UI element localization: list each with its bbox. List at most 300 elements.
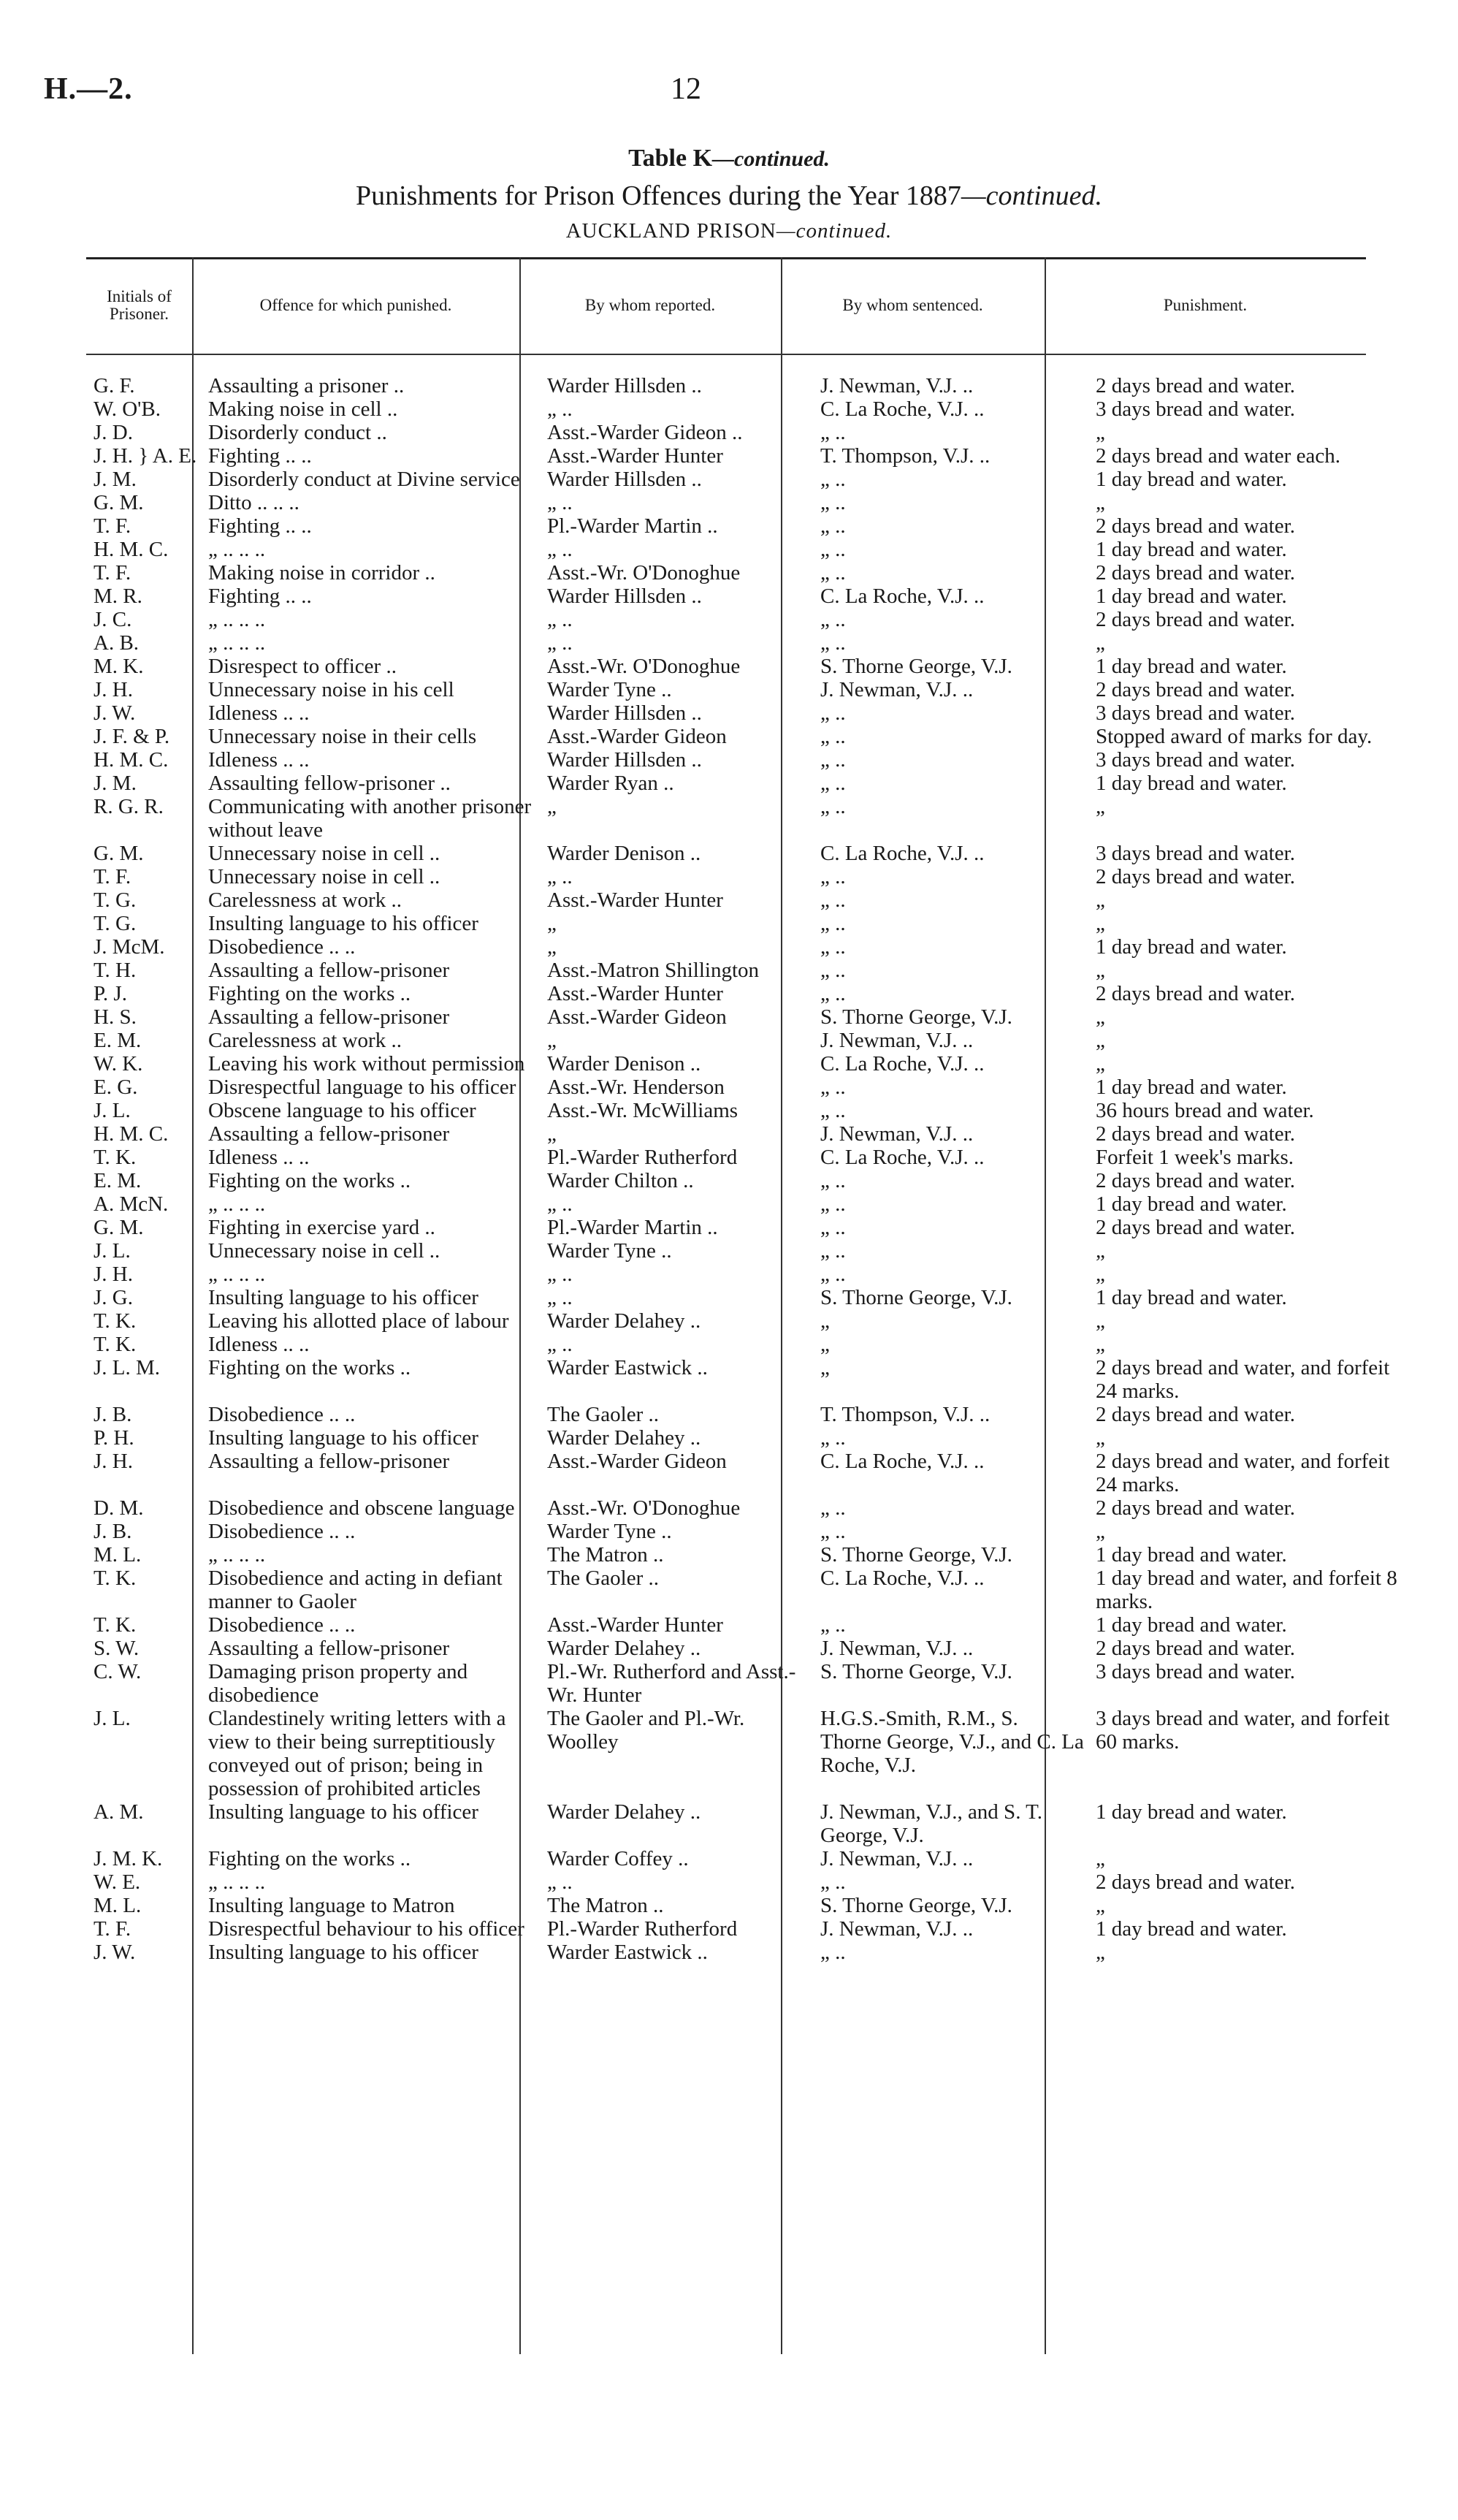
cell-reported-by: Warder Hillsden .. <box>547 585 702 608</box>
cell-punishment: 1 day bread and water. <box>1096 1917 1287 1941</box>
cell-punishment: „ <box>1096 1847 1105 1870</box>
cell-sentenced-by: „ <box>820 1333 830 1356</box>
cell-reported-by: „ <box>547 795 557 818</box>
table-subtitle-main: Punishments for Prison Offences during the Year 1887 <box>355 180 961 211</box>
column-header-punishment: Punishment. <box>1163 296 1248 314</box>
cell-offence: Disrespectful language to his officer <box>208 1076 516 1099</box>
cell-reported-by: Asst.-Warder Gideon .. <box>547 421 743 444</box>
cell-initials: D. M. <box>93 1496 144 1520</box>
table-row <box>86 1263 1410 1286</box>
cell-offence: Making noise in cell .. <box>208 397 398 421</box>
cell-offence: Fighting .. .. <box>208 444 312 468</box>
cell-punishment: 1 day bread and water. <box>1096 468 1287 491</box>
cell-punishment: 3 days bread and water, and forfeit 60 marks. <box>1096 1707 1390 1754</box>
cell-initials: W. O'B. <box>93 397 161 421</box>
cell-offence: Unnecessary noise in their cells <box>208 725 477 748</box>
cell-reported-by: The Gaoler .. <box>547 1403 659 1426</box>
cell-punishment: „ <box>1096 1309 1105 1333</box>
cell-initials: M. K. <box>93 655 144 678</box>
cell-reported-by: Asst.-Warder Hunter <box>547 444 723 468</box>
cell-offence: Clandestinely writing letters with a view to their being surreptitiously conveyed out of prison; being in possession of prohibited articles <box>208 1707 506 1800</box>
table-row <box>86 982 1410 1005</box>
cell-offence: Assaulting a fellow-prisoner <box>208 1450 450 1473</box>
cell-initials: W. K. <box>93 1052 143 1076</box>
cell-reported-by: Warder Delahey .. <box>547 1800 701 1824</box>
table-row <box>86 772 1410 795</box>
cell-offence: Unnecessary noise in his cell <box>208 678 454 701</box>
cell-offence: Assaulting a fellow-prisoner <box>208 1005 450 1029</box>
cell-reported-by: „ <box>547 1122 557 1146</box>
cell-initials: G. M. <box>93 842 144 865</box>
cell-initials: A. M. <box>93 1800 144 1824</box>
cell-initials: M. L. <box>93 1543 142 1567</box>
cell-sentenced-by: „ .. <box>820 1613 846 1637</box>
cell-reported-by: „ <box>547 935 557 959</box>
cell-punishment: 2 days bread and water. <box>1096 608 1295 631</box>
table-row <box>86 561 1410 585</box>
cell-reported-by: Warder Tyne .. <box>547 1520 672 1543</box>
cell-punishment: „ <box>1096 631 1105 655</box>
cell-initials: J. B. <box>93 1403 132 1426</box>
cell-punishment: „ <box>1096 1239 1105 1263</box>
cell-sentenced-by: S. Thorne George, V.J. <box>820 1894 1012 1917</box>
table-row <box>86 1847 1410 1870</box>
table-row <box>86 1169 1410 1192</box>
table-row <box>86 1426 1410 1450</box>
cell-reported-by: Asst.-Warder Gideon <box>547 725 727 748</box>
table-row <box>86 1029 1410 1052</box>
cell-reported-by: The Gaoler and Pl.-Wr. Woolley <box>547 1707 745 1754</box>
cell-sentenced-by: S. Thorne George, V.J. <box>820 1005 1012 1029</box>
cell-punishment: „ <box>1096 1426 1105 1450</box>
cell-sentenced-by: „ .. <box>820 888 846 912</box>
cell-offence: Disorderly conduct .. <box>208 421 387 444</box>
cell-sentenced-by: S. Thorne George, V.J. <box>820 1286 1012 1309</box>
table-row <box>86 491 1410 514</box>
cell-offence: Making noise in corridor .. <box>208 561 435 585</box>
cell-reported-by: The Matron .. <box>547 1543 664 1567</box>
cell-initials: J. M. K. <box>93 1847 163 1870</box>
cell-offence: Communicating with another prisoner without leave <box>208 795 532 842</box>
table-row <box>86 1333 1410 1356</box>
cell-reported-by: „ .. <box>547 1870 573 1894</box>
cell-initials: T. K. <box>93 1567 137 1590</box>
cell-reported-by: Warder Hillsden .. <box>547 374 702 397</box>
cell-reported-by: „ .. <box>547 491 573 514</box>
cell-offence: Carelessness at work .. <box>208 888 402 912</box>
cell-punishment: „ <box>1096 795 1105 818</box>
cell-initials: G. M. <box>93 491 144 514</box>
cell-initials: T. G. <box>93 912 137 935</box>
cell-offence: Damaging prison property and disobedience <box>208 1660 468 1707</box>
cell-initials: H. M. C. <box>93 1122 169 1146</box>
cell-reported-by: „ .. <box>547 608 573 631</box>
table-row <box>86 1076 1410 1099</box>
cell-sentenced-by: „ .. <box>820 959 846 982</box>
cell-sentenced-by: „ <box>820 1309 830 1333</box>
cell-sentenced-by: J. Newman, V.J. .. <box>820 1637 974 1660</box>
table-row <box>86 701 1410 725</box>
cell-sentenced-by: „ .. <box>820 1941 846 1964</box>
table-subtitle <box>0 180 1458 212</box>
table-title-main: Table K <box>628 145 713 172</box>
cell-punishment: „ <box>1096 912 1105 935</box>
cell-sentenced-by: J. Newman, V.J. .. <box>820 1847 974 1870</box>
cell-initials: T. F. <box>93 561 131 585</box>
cell-sentenced-by: J. Newman, V.J. .. <box>820 374 974 397</box>
cell-punishment: „ <box>1096 888 1105 912</box>
cell-reported-by: Asst.-Warder Gideon <box>547 1005 727 1029</box>
table-row <box>86 1239 1410 1263</box>
cell-offence: „ .. .. .. <box>208 1263 266 1286</box>
table-row <box>86 538 1410 561</box>
cell-initials: P. H. <box>93 1426 134 1450</box>
cell-punishment: 1 day bread and water. <box>1096 1076 1287 1099</box>
document-code: H.—2. <box>44 72 133 106</box>
cell-reported-by: „ <box>547 912 557 935</box>
table-row <box>86 585 1410 608</box>
cell-reported-by: Asst.-Warder Hunter <box>547 1613 723 1637</box>
cell-initials: E. G. <box>93 1076 138 1099</box>
cell-punishment: 1 day bread and water. <box>1096 1286 1287 1309</box>
table-row <box>86 1894 1410 1917</box>
cell-initials: T. F. <box>93 514 131 538</box>
cell-sentenced-by: „ .. <box>820 795 846 818</box>
cell-reported-by: Pl.-Warder Martin .. <box>547 1216 718 1239</box>
cell-reported-by: Pl.-Warder Rutherford <box>547 1146 738 1169</box>
cell-initials: H. S. <box>93 1005 137 1029</box>
cell-punishment: „ <box>1096 1520 1105 1543</box>
cell-sentenced-by: J. Newman, V.J. .. <box>820 1917 974 1941</box>
cell-initials: J. McM. <box>93 935 165 959</box>
table-row <box>86 1637 1410 1660</box>
cell-sentenced-by: „ .. <box>820 1870 846 1894</box>
cell-reported-by: „ .. <box>547 631 573 655</box>
cell-initials: J. H. <box>93 1263 133 1286</box>
cell-offence: Leaving his allotted place of labour <box>208 1309 509 1333</box>
cell-sentenced-by: „ .. <box>820 421 846 444</box>
cell-reported-by: „ .. <box>547 1263 573 1286</box>
cell-punishment: 1 day bread and water. <box>1096 655 1287 678</box>
cell-initials: G. M. <box>93 1216 144 1239</box>
cell-reported-by: „ .. <box>547 538 573 561</box>
cell-offence: „ .. .. .. <box>208 1192 266 1216</box>
cell-punishment: „ <box>1096 421 1105 444</box>
table-row <box>86 1216 1410 1239</box>
cell-offence: Unnecessary noise in cell .. <box>208 842 440 865</box>
table-row <box>86 678 1410 701</box>
table-row <box>86 865 1410 888</box>
cell-punishment: 2 days bread and water. <box>1096 1216 1295 1239</box>
cell-initials: C. W. <box>93 1660 142 1683</box>
table-row <box>86 935 1410 959</box>
cell-punishment: 2 days bread and water each. <box>1096 444 1340 468</box>
cell-reported-by: „ <box>547 1029 557 1052</box>
cell-reported-by: The Matron .. <box>547 1894 664 1917</box>
table-row <box>86 1917 1410 1941</box>
cell-sentenced-by: J. Newman, V.J., and S. T. George, V.J. <box>820 1800 1042 1847</box>
cell-reported-by: Asst.-Matron Shillington <box>547 959 760 982</box>
cell-initials: T. K. <box>93 1309 137 1333</box>
cell-initials: J. W. <box>93 701 136 725</box>
cell-offence: Disrespect to officer .. <box>208 655 397 678</box>
cell-sentenced-by: „ .. <box>820 1263 846 1286</box>
cell-sentenced-by: „ <box>820 1356 830 1379</box>
cell-punishment: 1 day bread and water. <box>1096 935 1287 959</box>
cell-sentenced-by: „ .. <box>820 468 846 491</box>
table-row <box>86 1450 1410 1496</box>
table-row <box>86 1005 1410 1029</box>
cell-offence: Assaulting a fellow-prisoner <box>208 1637 450 1660</box>
cell-sentenced-by: „ .. <box>820 1216 846 1239</box>
cell-punishment: „ <box>1096 1052 1105 1076</box>
cell-punishment: 2 days bread and water. <box>1096 678 1295 701</box>
cell-initials: J. H. <box>93 678 133 701</box>
cell-initials: T. K. <box>93 1613 137 1637</box>
cell-initials: T. F. <box>93 1917 131 1941</box>
cell-offence: Fighting in exercise yard .. <box>208 1216 435 1239</box>
cell-sentenced-by: „ .. <box>820 1520 846 1543</box>
table-row <box>86 959 1410 982</box>
cell-offence: Insulting language to his officer <box>208 1426 478 1450</box>
cell-sentenced-by: J. Newman, V.J. .. <box>820 1029 974 1052</box>
cell-reported-by: Warder Coffey .. <box>547 1847 689 1870</box>
cell-sentenced-by: „ .. <box>820 561 846 585</box>
cell-offence: Unnecessary noise in cell .. <box>208 865 440 888</box>
cell-reported-by: Warder Delahey .. <box>547 1637 701 1660</box>
cell-sentenced-by: C. La Roche, V.J. .. <box>820 397 985 421</box>
cell-sentenced-by: „ .. <box>820 514 846 538</box>
cell-sentenced-by: „ .. <box>820 772 846 795</box>
table-row <box>86 725 1410 748</box>
cell-offence: Idleness .. .. <box>208 1146 310 1169</box>
cell-offence: Assaulting a prisoner .. <box>208 374 405 397</box>
cell-sentenced-by: „ .. <box>820 865 846 888</box>
cell-punishment: 2 days bread and water. <box>1096 561 1295 585</box>
cell-reported-by: Pl.-Warder Rutherford <box>547 1917 738 1941</box>
cell-sentenced-by: „ .. <box>820 491 846 514</box>
cell-offence: Insulting language to Matron <box>208 1894 455 1917</box>
cell-punishment: 2 days bread and water, and forfeit 24 marks. <box>1096 1356 1390 1403</box>
cell-reported-by: Asst.-Warder Hunter <box>547 982 723 1005</box>
cell-punishment: 3 days bread and water. <box>1096 842 1295 865</box>
table-title-continued: —continued. <box>712 147 830 171</box>
table-row <box>86 1613 1410 1637</box>
cell-sentenced-by: T. Thompson, V.J. .. <box>820 444 991 468</box>
cell-initials: E. M. <box>93 1169 142 1192</box>
table-row <box>86 1520 1410 1543</box>
column-header-offence: Offence for which punished. <box>259 296 452 314</box>
cell-reported-by: The Gaoler .. <box>547 1567 659 1590</box>
cell-offence: Disobedience .. .. <box>208 935 356 959</box>
cell-offence: Disorderly conduct at Divine service <box>208 468 520 491</box>
cell-reported-by: Warder Hillsden .. <box>547 748 702 772</box>
cell-initials: E. M. <box>93 1029 142 1052</box>
table-row <box>86 1146 1410 1169</box>
cell-punishment: „ <box>1096 1263 1105 1286</box>
cell-initials: J. W. <box>93 1941 136 1964</box>
prison-name <box>0 219 1458 243</box>
cell-punishment: 1 day bread and water. <box>1096 538 1287 561</box>
cell-offence: Disobedience .. .. <box>208 1520 356 1543</box>
cell-punishment: „ <box>1096 1894 1105 1917</box>
cell-initials: J. C. <box>93 608 132 631</box>
cell-sentenced-by: „ .. <box>820 608 846 631</box>
table-row <box>86 374 1410 397</box>
cell-initials: T. H. <box>93 959 137 982</box>
cell-offence: Disrespectful behaviour to his officer <box>208 1917 524 1941</box>
cell-punishment: 3 days bread and water. <box>1096 1660 1295 1683</box>
cell-initials: G. F. <box>93 374 135 397</box>
table-row <box>86 1099 1410 1122</box>
cell-initials: J. H. } A. E. <box>93 444 197 468</box>
cell-punishment: „ <box>1096 1029 1105 1052</box>
cell-initials: J. L. <box>93 1099 131 1122</box>
table-row <box>86 795 1410 842</box>
column-header-initials: Initials of Prisoner. <box>107 287 172 323</box>
cell-offence: „ .. .. .. <box>208 1543 266 1567</box>
cell-initials: T. F. <box>93 865 131 888</box>
cell-reported-by: Asst.-Wr. O'Donoghue <box>547 655 741 678</box>
cell-sentenced-by: C. La Roche, V.J. .. <box>820 1567 985 1590</box>
table-row <box>86 631 1410 655</box>
cell-sentenced-by: C. La Roche, V.J. .. <box>820 1450 985 1473</box>
cell-punishment: 2 days bread and water. <box>1096 1496 1295 1520</box>
cell-punishment: Forfeit 1 week's marks. <box>1096 1146 1294 1169</box>
table-row <box>86 1052 1410 1076</box>
cell-reported-by: „ .. <box>547 1333 573 1356</box>
cell-offence: Idleness .. .. <box>208 701 310 725</box>
cell-initials: H. M. C. <box>93 748 169 772</box>
cell-punishment: 3 days bread and water. <box>1096 397 1295 421</box>
cell-initials: T. G. <box>93 888 137 912</box>
cell-sentenced-by: „ .. <box>820 1076 846 1099</box>
cell-offence: Disobedience and obscene language <box>208 1496 515 1520</box>
cell-punishment: „ <box>1096 491 1105 514</box>
cell-offence: Fighting on the works .. <box>208 1847 411 1870</box>
cell-initials: H. M. C. <box>93 538 169 561</box>
cell-sentenced-by: „ .. <box>820 1239 846 1263</box>
cell-reported-by: Asst.-Wr. O'Donoghue <box>547 1496 741 1520</box>
cell-reported-by: Asst.-Warder Gideon <box>547 1450 727 1473</box>
prison-name-continued: —continued. <box>776 219 893 243</box>
cell-reported-by: Warder Eastwick .. <box>547 1356 708 1379</box>
table-row <box>86 608 1410 631</box>
cell-sentenced-by: C. La Roche, V.J. .. <box>820 1052 985 1076</box>
cell-punishment: „ <box>1096 1941 1105 1964</box>
cell-initials: M. R. <box>93 585 142 608</box>
cell-initials: T. K. <box>93 1333 137 1356</box>
cell-sentenced-by: „ .. <box>820 1192 846 1216</box>
cell-punishment: 2 days bread and water. <box>1096 514 1295 538</box>
cell-sentenced-by: C. La Roche, V.J. .. <box>820 1146 985 1169</box>
cell-offence: Idleness .. .. <box>208 1333 310 1356</box>
cell-offence: Unnecessary noise in cell .. <box>208 1239 440 1263</box>
cell-punishment: 1 day bread and water. <box>1096 1192 1287 1216</box>
cell-punishment: 1 day bread and water. <box>1096 1613 1287 1637</box>
cell-sentenced-by: „ .. <box>820 631 846 655</box>
cell-initials: J. L. M. <box>93 1356 161 1379</box>
cell-reported-by: Asst.-Wr. McWilliams <box>547 1099 738 1122</box>
table-row <box>86 1941 1410 1964</box>
cell-punishment: „ <box>1096 1333 1105 1356</box>
cell-punishment: 2 days bread and water. <box>1096 1169 1295 1192</box>
cell-offence: Fighting on the works .. <box>208 1169 411 1192</box>
cell-offence: Obscene language to his officer <box>208 1099 476 1122</box>
table-header-rule <box>86 354 1366 355</box>
cell-reported-by: Pl.-Warder Martin .. <box>547 514 718 538</box>
cell-offence: Leaving his work without permission <box>208 1052 525 1076</box>
cell-offence: Idleness .. .. <box>208 748 310 772</box>
table-row <box>86 1356 1410 1403</box>
cell-punishment: Stopped award of marks for day. <box>1096 725 1373 748</box>
table-row <box>86 1403 1410 1426</box>
cell-punishment: „ <box>1096 959 1105 982</box>
cell-punishment: 2 days bread and water. <box>1096 982 1295 1005</box>
prison-name-main: AUCKLAND PRISON <box>565 219 776 243</box>
cell-reported-by: Warder Chilton .. <box>547 1169 694 1192</box>
cell-offence: Assaulting a fellow-prisoner <box>208 959 450 982</box>
cell-offence: Disobedience and acting in defiant manner to Gaoler <box>208 1567 503 1613</box>
cell-reported-by: Warder Tyne .. <box>547 678 672 701</box>
cell-offence: Fighting .. .. <box>208 585 312 608</box>
cell-offence: Insulting language to his officer <box>208 1286 478 1309</box>
cell-reported-by: „ .. <box>547 397 573 421</box>
cell-punishment: 3 days bread and water. <box>1096 701 1295 725</box>
cell-reported-by: Warder Hillsden .. <box>547 468 702 491</box>
cell-punishment: „ <box>1096 1005 1105 1029</box>
cell-offence: Fighting .. .. <box>208 514 312 538</box>
cell-offence: Insulting language to his officer <box>208 912 478 935</box>
cell-offence: Disobedience .. .. <box>208 1403 356 1426</box>
cell-initials: J. G. <box>93 1286 133 1309</box>
cell-sentenced-by: „ .. <box>820 725 846 748</box>
table-row <box>86 1660 1410 1707</box>
cell-reported-by: Warder Delahey .. <box>547 1426 701 1450</box>
table-row <box>86 514 1410 538</box>
cell-sentenced-by: S. Thorne George, V.J. <box>820 1660 1012 1683</box>
cell-offence: Fighting on the works .. <box>208 1356 411 1379</box>
table-row <box>86 1543 1410 1567</box>
cell-initials: J. F. & P. <box>93 725 170 748</box>
cell-sentenced-by: „ .. <box>820 982 846 1005</box>
table-row <box>86 888 1410 912</box>
cell-initials: A. B. <box>93 631 140 655</box>
cell-sentenced-by: J. Newman, V.J. .. <box>820 678 974 701</box>
cell-initials: J. D. <box>93 421 133 444</box>
cell-sentenced-by: H.G.S.-Smith, R.M., S. Thorne George, V.J., and C. La Roche, V.J. <box>820 1707 1084 1777</box>
cell-sentenced-by: „ .. <box>820 701 846 725</box>
table-row <box>86 444 1410 468</box>
cell-punishment: 2 days bread and water. <box>1096 1870 1295 1894</box>
cell-sentenced-by: C. La Roche, V.J. .. <box>820 842 985 865</box>
cell-initials: J. M. <box>93 772 137 795</box>
cell-initials: T. K. <box>93 1146 137 1169</box>
cell-sentenced-by: „ .. <box>820 1099 846 1122</box>
table-row <box>86 1870 1410 1894</box>
page-number: 12 <box>671 72 701 106</box>
cell-punishment: 2 days bread and water. <box>1096 1122 1295 1146</box>
cell-sentenced-by: „ .. <box>820 912 846 935</box>
cell-sentenced-by: „ .. <box>820 1169 846 1192</box>
table-row <box>86 655 1410 678</box>
cell-reported-by: Asst.-Wr. O'Donoghue <box>547 561 741 585</box>
cell-punishment: 1 day bread and water. <box>1096 1543 1287 1567</box>
cell-punishment: 2 days bread and water. <box>1096 865 1295 888</box>
cell-offence: Carelessness at work .. <box>208 1029 402 1052</box>
cell-offence: Insulting language to his officer <box>208 1800 478 1824</box>
cell-punishment: 2 days bread and water. <box>1096 1403 1295 1426</box>
